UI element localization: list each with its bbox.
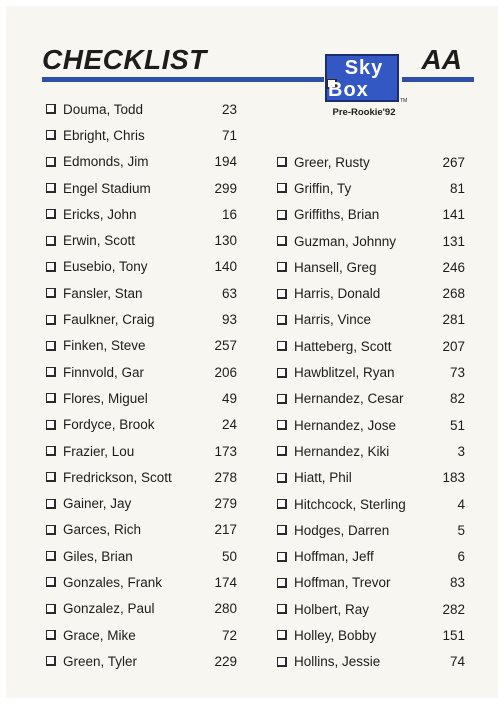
set-subtitle: Pre-Rookie'92 — [332, 107, 396, 118]
checklist-column-right — [277, 149, 477, 675]
checkbox-icon — [277, 604, 287, 614]
player-name: Ebright, Chris — [63, 127, 145, 143]
card-number: 50 — [221, 548, 237, 564]
trademark-mark: TM — [400, 98, 408, 104]
checklist-row — [277, 570, 477, 596]
player-name: Griffiths, Brian — [294, 207, 380, 223]
checkbox-icon — [277, 262, 287, 272]
checklist-row — [277, 412, 477, 438]
skybox-logo — [322, 54, 408, 106]
checkbox-icon — [46, 236, 56, 246]
player-name: Harris, Donald — [294, 286, 381, 302]
card-number: 5 — [457, 522, 465, 538]
checkbox-icon — [277, 183, 287, 193]
checkbox-icon — [277, 578, 287, 588]
player-name: Harris, Vince — [294, 312, 372, 328]
title-rule-right — [402, 77, 474, 82]
page-title: CHECKLIST — [42, 44, 207, 75]
checkbox-icon — [277, 525, 287, 535]
player-name: Fredrickson, Scott — [63, 469, 172, 485]
checkbox-icon — [277, 499, 287, 509]
player-name: Finken, Steve — [63, 338, 146, 354]
checklist-row — [277, 202, 477, 228]
checkbox-icon — [46, 656, 56, 666]
card-number: 141 — [442, 207, 465, 223]
card-number: 63 — [221, 285, 237, 301]
checkbox-icon — [277, 289, 287, 299]
checklist-row — [46, 122, 246, 148]
checklist-row — [46, 280, 246, 306]
checklist-row — [46, 438, 246, 464]
card-number: 282 — [442, 601, 465, 617]
card-number: 81 — [449, 180, 465, 196]
card-number: 82 — [449, 391, 465, 407]
card-number: 229 — [214, 653, 237, 669]
player-name: Hatteberg, Scott — [294, 338, 392, 354]
card-number: 207 — [442, 338, 465, 354]
player-name: Edmonds, Jim — [63, 154, 149, 170]
checkbox-icon — [46, 367, 56, 377]
player-name: Hawblitzel, Ryan — [294, 365, 395, 381]
checklist-row — [277, 386, 477, 412]
checkbox-icon — [277, 420, 287, 430]
checklist-row — [277, 149, 477, 175]
checklist-row — [46, 306, 246, 332]
player-name: Flores, Miguel — [63, 390, 148, 406]
card-number: 93 — [221, 312, 237, 328]
checklist-row — [277, 359, 477, 385]
checkbox-icon — [277, 446, 287, 456]
card-number: 280 — [214, 601, 237, 617]
player-name: Garces, Rich — [63, 522, 142, 538]
player-name: Hoffman, Jeff — [294, 549, 374, 565]
checklist-row — [46, 596, 246, 622]
card-number: 73 — [449, 365, 465, 381]
checklist-row — [46, 201, 246, 227]
player-name: Guzman, Johnny — [294, 233, 397, 249]
checkbox-icon — [46, 104, 56, 114]
checklist-row — [277, 465, 477, 491]
checklist-row — [277, 517, 477, 543]
logo-text-box: Box — [328, 79, 369, 101]
checkbox-icon — [277, 552, 287, 562]
checkbox-icon — [277, 210, 287, 220]
checklist-row — [46, 175, 246, 201]
card-number: 279 — [214, 496, 237, 512]
card-number: 3 — [457, 443, 465, 459]
player-name: Holbert, Ray — [294, 601, 370, 617]
checklist-row — [46, 464, 246, 490]
checkbox-icon — [46, 499, 56, 509]
card-number: 83 — [449, 575, 465, 591]
card-number: 72 — [221, 627, 237, 643]
card-number: 267 — [442, 154, 465, 170]
card-number: 49 — [221, 390, 237, 406]
player-name: Hollins, Jessie — [294, 654, 381, 670]
checklist-row — [46, 96, 246, 122]
checkbox-icon — [46, 604, 56, 614]
card-number: 24 — [221, 417, 237, 433]
checkbox-icon — [46, 315, 56, 325]
card-number: 6 — [457, 549, 465, 565]
player-name: Finnvold, Gar — [63, 364, 145, 380]
checkbox-icon — [277, 315, 287, 325]
checklist-row — [46, 517, 246, 543]
player-name: Fansler, Stan — [63, 285, 143, 301]
checkbox-icon — [46, 551, 56, 561]
checkbox-icon — [277, 394, 287, 404]
checklist-row — [46, 543, 246, 569]
player-name: Erwin, Scott — [63, 233, 136, 249]
player-name: Faulkner, Craig — [63, 312, 155, 328]
title-rule-left — [42, 77, 324, 82]
checkbox-icon — [46, 393, 56, 403]
checkbox-icon — [46, 630, 56, 640]
player-name: Ericks, John — [63, 206, 137, 222]
player-name: Gainer, Jay — [63, 496, 132, 512]
checklist-row — [277, 596, 477, 622]
checkbox-icon — [46, 577, 56, 587]
checkbox-icon — [46, 446, 56, 456]
checklist-row — [46, 622, 246, 648]
checkbox-icon — [46, 420, 56, 430]
checklist-row — [46, 333, 246, 359]
player-name: Grace, Mike — [63, 627, 136, 643]
checklist-row — [277, 543, 477, 569]
player-name: Greer, Rusty — [294, 154, 370, 170]
card-number: 246 — [442, 259, 465, 275]
card-number: 71 — [221, 127, 237, 143]
checkbox-icon — [46, 472, 56, 482]
checklist-row — [277, 438, 477, 464]
card-number: 74 — [449, 654, 465, 670]
checklist-row — [277, 254, 477, 280]
checklist-column-left — [46, 96, 246, 675]
checklist-row — [277, 491, 477, 517]
checklist-row — [277, 622, 477, 648]
card-number: 194 — [214, 154, 237, 170]
player-name: Hansell, Greg — [294, 259, 377, 275]
checklist-row — [277, 280, 477, 306]
checkbox-icon — [277, 368, 287, 378]
card-number: 257 — [214, 338, 237, 354]
checklist-row — [46, 254, 246, 280]
player-name: Frazier, Lou — [63, 443, 135, 459]
checkbox-icon — [277, 341, 287, 351]
player-name: Engel Stadium — [63, 180, 151, 196]
card-number: 51 — [449, 417, 465, 433]
checkbox-icon — [46, 157, 56, 167]
checkbox-icon — [46, 130, 56, 140]
card-number: 217 — [214, 522, 237, 538]
card-number: 4 — [457, 496, 465, 512]
player-name: Gonzales, Frank — [63, 574, 163, 590]
player-name: Hernandez, Kiki — [294, 443, 390, 459]
checklist-row — [46, 569, 246, 595]
player-name: Holley, Bobby — [294, 627, 377, 643]
card-number: 278 — [214, 469, 237, 485]
player-name: Hitchcock, Sterling — [294, 496, 406, 512]
checklist-row — [46, 149, 246, 175]
checkbox-icon — [46, 341, 56, 351]
checklist-row — [46, 385, 246, 411]
card-number: 131 — [442, 233, 465, 249]
logo-text-sky: Sky — [344, 57, 384, 79]
player-name: Eusebio, Tony — [63, 259, 148, 275]
checkbox-icon — [277, 473, 287, 483]
logo-background — [325, 54, 399, 102]
card-number: 16 — [221, 206, 237, 222]
player-name: Griffin, Ty — [294, 180, 352, 196]
checkbox-icon — [277, 157, 287, 167]
player-name: Hiatt, Phil — [294, 470, 352, 486]
checkbox-icon — [46, 209, 56, 219]
card-number: 140 — [214, 259, 237, 275]
card-number: 183 — [442, 470, 465, 486]
checklist-row — [277, 307, 477, 333]
card-number: 299 — [214, 180, 237, 196]
card-number: 174 — [214, 574, 237, 590]
checklist-row — [277, 175, 477, 201]
card-number: 130 — [214, 233, 237, 249]
checklist-row — [277, 228, 477, 254]
player-name: Green, Tyler — [63, 653, 138, 669]
checkbox-icon — [46, 288, 56, 298]
checklist-row — [46, 227, 246, 253]
checklist-row — [277, 333, 477, 359]
checklist-row — [46, 412, 246, 438]
card-number: 23 — [221, 101, 237, 117]
checkbox-icon — [46, 525, 56, 535]
checklist-row — [277, 649, 477, 675]
player-name: Giles, Brian — [63, 548, 133, 564]
card-number: 173 — [214, 443, 237, 459]
card-number: 206 — [214, 364, 237, 380]
player-name: Gonzalez, Paul — [63, 601, 155, 617]
checklist-row — [46, 490, 246, 516]
player-name: Hernandez, Cesar — [294, 391, 404, 407]
checkbox-icon — [277, 630, 287, 640]
player-name: Fordyce, Brook — [63, 417, 155, 433]
checklist-row — [46, 359, 246, 385]
player-name: Hodges, Darren — [294, 522, 390, 538]
level-label: AA — [421, 44, 462, 75]
checkbox-icon — [277, 657, 287, 667]
card-number: 281 — [442, 312, 465, 328]
player-name: Douma, Todd — [63, 101, 144, 117]
checkbox-icon — [46, 183, 56, 193]
checklist-row — [46, 648, 246, 674]
checkbox-icon — [277, 236, 287, 246]
checkbox-icon — [46, 262, 56, 272]
card-number: 268 — [442, 286, 465, 302]
player-name: Hernandez, Jose — [294, 417, 397, 433]
card-number: 151 — [442, 627, 465, 643]
player-name: Hoffman, Trevor — [294, 575, 391, 591]
